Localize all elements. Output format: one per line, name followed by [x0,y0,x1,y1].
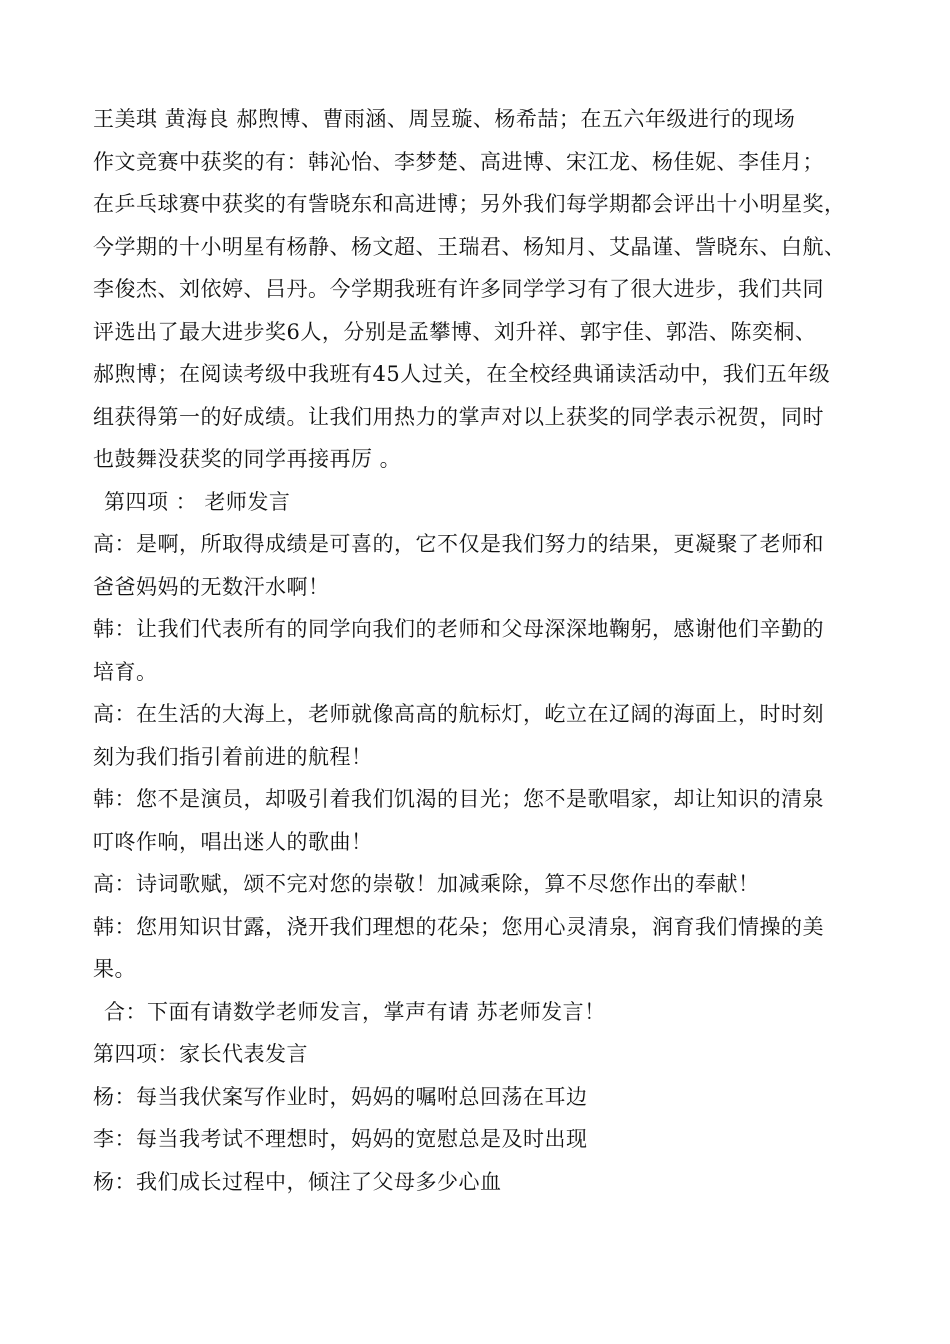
text-line: 王美琪 黄海良 郝煦博、曹雨涵、周昱璇、杨希喆；在五六年级进行的现场 [93,107,796,131]
text-line: 果。 [93,957,136,981]
text-line: 评选出了最大进步奖6人，分别是孟攀博、刘升祥、郭宇佳、郭浩、陈奕桐、 [93,319,817,344]
document-body [93,98,873,1203]
text-line: 组获得第一的好成绩。让我们用热力的掌声对以上获奖的同学表示祝贺，同时 [93,404,824,429]
text-line: 第四项：家长代表发言 [93,1042,308,1066]
text-line: 高：在生活的大海上，老师就像高高的航标灯，屹立在辽阔的海面上，时时刻 [93,702,824,726]
text-line: 高：诗词歌赋，颂不完对您的崇敬！加减乘除，算不尽您作出的奉献！ [93,872,760,896]
text-line: 杨：每当我伏案写作业时，妈妈的嘱咐总回荡在耳边 [93,1084,588,1109]
text-line: 杨：我们成长过程中，倾注了父母多少心血 [93,1169,502,1194]
text-line: 李：每当我考试不理想时，妈妈的宽慰总是及时出现 [93,1127,588,1151]
text-line: 叮咚作响，唱出迷人的歌曲！ [93,829,373,854]
text-line: 高：是啊，所取得成绩是可喜的，它不仅是我们努力的结果，更凝聚了老师和 [93,532,824,556]
text-line: 韩：您用知识甘露，浇开我们理想的花朵；您用心灵清泉，润育我们情操的美 [93,914,824,939]
text-line: 郝煦博；在阅读考级中我班有45人过关，在全校经典诵读活动中，我们五年级 [93,362,831,386]
text-line: 在乒乓球赛中获奖的有訾晓东和高进博；另外我们每学期都会评出十小明星奖， [93,192,846,216]
text-line: 合：下面有请数学老师发言，掌声有请 苏老师发言！ [104,999,606,1024]
text-line: 韩：您不是演员，却吸引着我们饥渴的目光；您不是歌唱家，却让知识的清泉 [93,787,824,811]
text-line: 第四项 ： 老师发言 [104,489,291,514]
text-line: 作文竞赛中获奖的有：韩沁怡、李梦楚、高进博、宋江龙、杨佳妮、李佳月； [93,149,824,174]
text-line: 培育。 [93,659,158,684]
text-line: 李俊杰、刘依婷、吕丹。今学期我班有许多同学学习有了很大进步，我们共同 [93,277,824,301]
text-line: 韩：让我们代表所有的同学向我们的老师和父母深深地鞠躬，感谢他们辛勤的 [93,617,824,641]
text-line: 刻为我们指引着前进的航程！ [93,744,373,769]
text-line: 也鼓舞没获奖的同学再接再厉 。 [93,447,402,471]
text-line: 爸爸妈妈的无数汗水啊！ [93,574,330,599]
text-line: 今学期的十小明星有杨静、杨文超、王瑞君、杨知月、艾晶谨、訾晓东、白航、 [93,234,846,259]
